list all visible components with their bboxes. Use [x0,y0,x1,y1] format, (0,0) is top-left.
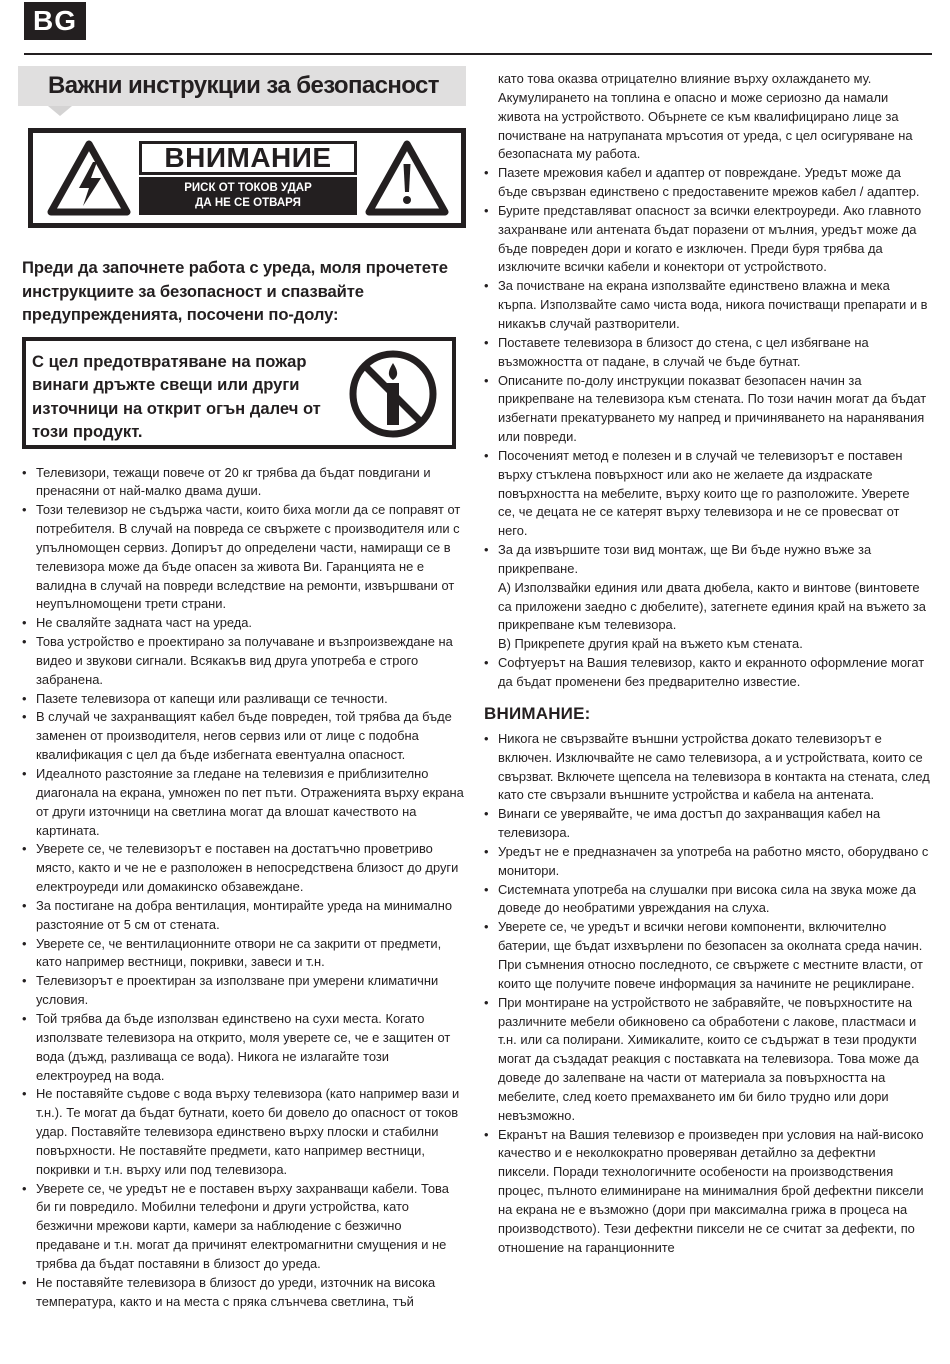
list-item: • Никога не свързвайте външни устройства докато телевизорът е включен. Изключвайте не само телевизора, а и устройствата, които се свързват. Включете щепсела на телевизора в контакта на стената, след като сте свързали външните устройства и кабела на антената. [484,730,930,805]
right-column [484,70,930,1257]
warning-label [139,141,357,215]
title-bar-tail [48,106,72,116]
list-item: • Поставете телевизора в близост до стена, с цел избягване на възможността от падане, в случай че бъде бутнат. [484,334,930,372]
warning-word: ВНИМАНИЕ [139,141,357,175]
list-item: • Телевизори, тежащи повече от 20 кг трябва да бъдат повдигани и пренасяни от най-малко двама души. [22,464,466,502]
list-item-continuation: като това оказва отрицателно влияние върху охлаждането му. Акумулирането на топлина е опасно и може сериозно да намали живота на устройството. Обърнете се към квалифицирано лице за почистване на натрупаната мръсотия от уреда, с цел осигуряване на безопасната му работа. [498,71,913,162]
warning-subtext [139,177,357,215]
electric-shock-warning-box [28,128,466,228]
list-item: • Не поставяйте съдове с вода върху телевизора (като например вази и т.н.). Те могат да бъдат бутнати, което би довело до опасност от токов удар. Поставяйте телевизора единствено върху плоски и стабилни повърхности. Не поставяйте предмети, като например вестници, покривки и т.н. върху или под телевизора. [22,1085,466,1179]
list-item: • Той трябва да бъде използван единствено на сухи места. Когато използвате телевизора на открито, моля уверете се, че е защитен от вода (дъжд, разливаща се вода). Никога не излагайте този електроуред на вода. [22,1010,466,1085]
left-column [22,66,466,1311]
list-item: • Уверете се, че уредът и всички негови компоненти, включително батерии, ще бъдат изхвърлени по безопасен за околната среда начин. При съмнения относно последното, се свържете с местните власти, от които ще получите повече информация за начините не рециклиране. [484,918,930,993]
section-title-bar [18,66,466,106]
list-item: • Посоченият метод е полезен и в случай че телевизорът е поставен върху стъклена повърхност или ако не желаете да издраскате повърхността на мебелите, върху които ще го разположите. Уверете се, че децата не се катерят върху телевизора и не се провесват от него. [484,447,930,541]
list-item: • Системната употреба на слушалки при висока сила на звука може да доведе до необратими увреждания на слуха. [484,881,930,919]
high-voltage-icon [47,140,131,216]
list-item: • Този телевизор не съдържа части, които биха могли да се поправят от потребителя. В случай на повреда се свържете с производителя или с упълномощен сервиз. Допирът до определени части, намиращи се в телевизора може да бъде опасен за живота Ви. Гаранцията не е валидна в случай на повреди вследствие на ремонти, извършвани от неупълномощени трети страни. [22,501,466,614]
safety-list-right-items [484,164,930,654]
page-title: Важни инструкции за безопасност [48,72,439,99]
no-open-flame-icon [346,347,440,441]
safety-list-left [22,464,466,1312]
list-item: • При монтиране на устройството не забравяйте, че повърхностите на различните мебели обикновено са обработени с лакове, пластмаси и т.н. или са полирани. Химикалите, които се съдържат в тези продукти могат да създадат реакция с поставката на телевизора. Това може да доведе до залепване на части от материала за повърхността на мебелите, след което премахването им би било трудно или дори невъзможно. [484,994,930,1126]
list-item: • В случай че захранващият кабел бъде повреден, той трябва да бъде заменен от производителя, негов сервиз или от лице с подобна квалификация с цел да бъде избегната евентуална опасност. [22,708,466,765]
fire-warning-box [22,337,456,449]
mount-step: В) Прикрепете другия край на въжето към стената. [498,636,803,652]
list-item: • Екранът на Вашия телевизор е произведен при условия на най-високо качество и е неколкократно проверяван детайлно за дефектни пиксели. Поради технологичните особености на производствения процес, пълното елиминиране на минималния брой дефектни пиксели на екрана не е възможно (дори при максимална грижа в процеса на производството). Тези дефектни пиксели не се считат за дефекти, по отношение на гаранционните [484,1126,930,1258]
list-item: • Уверете се, че телевизорът е поставен на достатъчно проветриво място, както и че не е разположен в непосредствена близост до други електроуреди или домакинско обзавеждане. [22,840,466,897]
language-badge: BG [24,2,86,40]
exclamation-icon [365,140,449,216]
list-item: • Уредът не е предназначен за употреба на работно място, оборудвано с монитори. [484,843,930,881]
list-item: • Пазете телевизора от капещи или разливащи се течности. [22,690,466,709]
list-item: • Уверете се, че вентилационните отвори не са закрити от предмети, като например вестници, покривки, завеси и т.н. [22,935,466,973]
list-item: • Пазете мрежовия кабел и адаптер от повреждане. Уредът може да бъде свързван единствено с предоставените мрежов кабел / адаптер. [484,164,930,202]
attention-list [484,730,930,1258]
intro-text: Преди да започнете работа с уреда, моля прочетете инструкциите за безопасност и спазвайте предупрежденията, посочени по-долу: [22,258,448,324]
list-item: • Не поставяйте телевизора в близост до уреди, източник на висока температура, както и на места с пряка слънчева светлина, тъй [22,1274,466,1312]
list-item: • Това устройство е проектирано за получаване и възпроизвеждане на видео и звукови сигнали. Всякакъв вид друга употреба е строго забранена. [22,633,466,690]
safety-list-right-items-2 [484,654,930,692]
list-item: • За постигане на добра вентилация, монтирайте уреда на минимално разстояние от 5 см от стената. [22,897,466,935]
header-divider [24,53,932,55]
warning-line-2: ДА НЕ СЕ ОТВАРЯ [195,197,301,209]
list-item: • Уверете се, че уредът не е поставен върху захранващи кабели. Това би ги повредило. Мобилни телефони и други устройства, като безжични мрежови карти, камери за наблюдение с безжично предаване и т.н. могат да причинят електромагнитни смущения и не трябва да бъдат поставяни в близост до уреда. [22,1180,466,1274]
list-item: • Не сваляйте задната част на уреда. [22,614,466,633]
list-item: • За да извършите този вид монтаж, ще Ви бъде нужно въже за прикрепване. [484,541,930,579]
attention-heading: ВНИМАНИЕ: [484,703,591,723]
fire-warning-text: С цел предотвратяване на пожар винаги дръжте свещи или други източници на открит огън далеч от този продукт. [32,351,321,442]
list-item: • Бурите представляват опасност за всички електроуреди. Ако главното захранване или антената бъдат поразени от мълния, уредът може да бъде повреден дори и когато е изключен. Преди буря трябва да изключите всички кабели и конектори от устройството. [484,202,930,277]
mount-step: А) Използвайки единия или двата дюбела, както и винтове (винтовете са приложени заедно с дюбелите), затегнете единия край на въжето за прикрепване към телевизора. [498,579,926,633]
list-item: • Винаги се уверявайте, че има достъп до захранващия кабел на телевизора. [484,805,930,843]
warning-line-1: РИСК ОТ ТОКОВ УДАР [184,182,312,194]
safety-list-right [484,70,930,164]
list-item: • Описаните по-долу инструкции показват безопасен начин за прикрепване на телевизора към стената. По този начин могат да бъдат избегнати прекатурването му напред и причиняването на наранявания или повреди. [484,372,930,447]
list-item: • За почистване на екрана използвайте единствено влажна и мека кърпа. Използвайте само чиста вода, никога почистващи препарати и в никакъв случай разтворители. [484,277,930,334]
list-item: • Софтуерът на Вашия телевизор, както и екранното оформление могат да бъдат променени без предварително известие. [484,654,930,692]
list-item: • Идеалното разстояние за гледане на телевизия е приблизително диагонала на екрана, умножен по пет пъти. Отраженията върху екрана от други източници на светлина могат да влошат качеството на картината. [22,765,466,840]
list-item: • Телевизорът е проектиран за използване при умерени климатични условия. [22,972,466,1010]
